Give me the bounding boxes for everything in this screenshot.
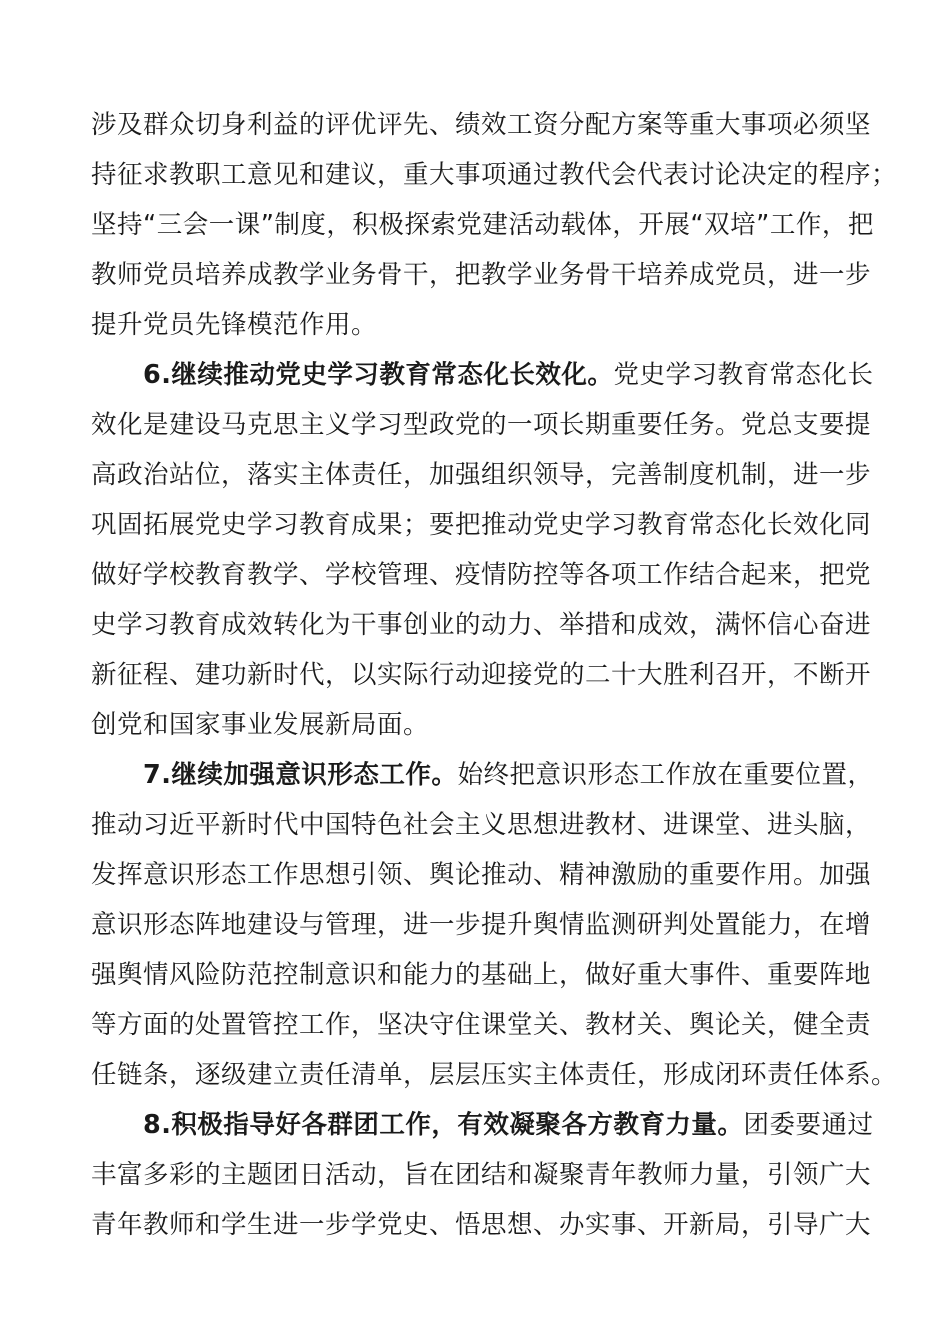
text-line: 等方面的处置管控工作，坚决守住课堂关、教材关、舆论关，健全责 xyxy=(91,1010,872,1040)
text-line: 持征求教职工意见和建议，重大事项通过教代会代表讨论决定的程序； xyxy=(91,160,898,190)
intro-paragraph xyxy=(91,100,898,350)
text-line: 推动习近平新时代中国特色社会主义思想进教材、进课堂、进头脑， xyxy=(91,810,872,840)
text-line: 新征程、建功新时代，以实际行动迎接党的二十大胜利召开，不断开 xyxy=(91,660,872,690)
text-line: 青年教师和学生进一步学党史、悟思想、办实事、开新局，引导广大 xyxy=(91,1210,872,1240)
text-line: 意识形态阵地建设与管理，进一步提升舆情监测研判处置能力，在增 xyxy=(91,910,872,940)
text-line: 高政治站位，落实主体责任，加强组织领导，完善制度机制，进一步 xyxy=(91,460,872,490)
text-line: 涉及群众切身利益的评优评先、绩效工资分配方案等重大事项必须坚 xyxy=(91,110,872,140)
section-6-heading: 6.继续推动党史学习教育常态化长效化。 xyxy=(143,360,614,390)
text-line: 创党和国家事业发展新局面。 xyxy=(91,710,430,740)
section-7-heading: 7.继续加强意识形态工作。 xyxy=(143,760,458,790)
section-8-heading: 8.积极指导好各群团工作，有效凝聚各方教育力量。 xyxy=(143,1110,744,1140)
section-8-paragraph xyxy=(91,1100,891,1250)
text-line: 效化是建设马克思主义学习型政党的一项长期重要任务。党总支要提 xyxy=(91,410,872,440)
text-line: 强舆情风险防范控制意识和能力的基础上，做好重大事件、重要阵地 xyxy=(91,960,872,990)
section-8-first-line xyxy=(91,1100,891,1150)
text-line: 提升党员先锋模范作用。 xyxy=(91,310,378,340)
section-6-first-line xyxy=(91,350,891,400)
section-6-paragraph xyxy=(91,350,891,750)
section-6-first-line-text: 党史学习教育常态化长 xyxy=(613,360,874,390)
text-line: 丰富多彩的主题团日活动，旨在团结和凝聚青年教师力量，引领广大 xyxy=(91,1160,872,1190)
section-7-paragraph xyxy=(91,750,898,1100)
text-line: 坚持“三会一课”制度，积极探索党建活动载体，开展“双培”工作，把 xyxy=(91,210,874,240)
text-line: 发挥意识形态工作思想引领、舆论推动、精神激励的重要作用。加强 xyxy=(91,860,872,890)
section-8-first-line-text: 团委要通过 xyxy=(743,1110,874,1140)
text-line: 任链条，逐级建立责任清单，层层压实主体责任，形成闭环责任体系。 xyxy=(91,1060,898,1090)
text-line: 史学习教育成效转化为干事创业的动力、举措和成效，满怀信心奋进 xyxy=(91,610,872,640)
section-7-first-line xyxy=(91,750,891,800)
text-line: 巩固拓展党史学习教育成果；要把推动党史学习教育常态化长效化同 xyxy=(91,510,872,540)
document-page xyxy=(91,100,898,1250)
text-line: 做好学校教育教学、学校管理、疫情防控等各项工作结合起来，把党 xyxy=(91,560,872,590)
section-7-first-line-text: 始终把意识形态工作放在重要位置， xyxy=(457,760,874,790)
text-line: 教师党员培养成教学业务骨干，把教学业务骨干培养成党员，进一步 xyxy=(91,260,872,290)
